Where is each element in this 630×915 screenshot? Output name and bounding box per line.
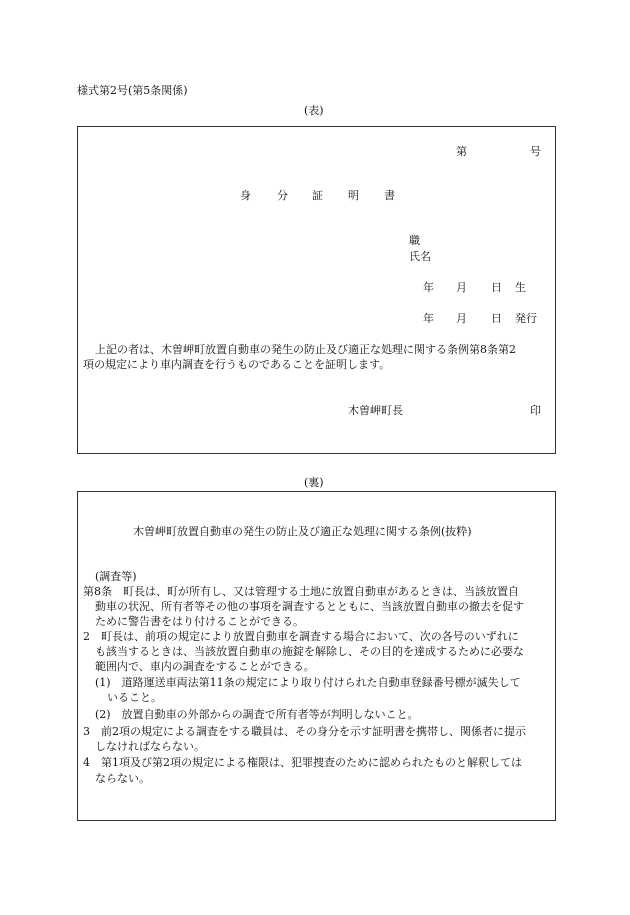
article-text-line: 第8条 町長は、町が所有し、又は管理する土地に放置自動車があるときは、当該放置自 [83,585,519,598]
ordinance-title: 木曽岬町放置自動車の発生の防止及び適正な処理に関する条例(抜粋) [133,525,472,538]
title-char: 分 [277,189,288,202]
number-prefix: 第 [456,145,467,158]
issuer: 木曽岬町長 [348,404,403,417]
form-label: 様式第2号(第5条関係) [77,84,188,97]
article-text-line: しなければならない。 [95,740,205,753]
dob-year: 年 [423,281,434,294]
article-text-line: ために警告書をはり付けることができる。 [95,615,304,628]
article-text-line: 2 町長は、前項の規定により放置自動車を調査する場合において、次の各号のいずれに [83,630,519,643]
title-char: 身 [240,189,251,202]
article-text-line: (1) 道路運送車両法第11条の規定により取り付けられた自動車登録番号標が滅失して [95,676,521,689]
name-label: 氏名 [409,250,431,263]
id-card-front [77,126,556,454]
article-text-line: 動車の状況、所有者等その他の事項を調査するとともに、当該放置自動車の撤去を促す [95,600,524,613]
certification-text-line: 上記の者は、木曽岬町放置自動車の発生の防止及び適正な処理に関する条例第8条第2 [95,343,516,356]
title-char: 書 [384,189,395,202]
article-caption: (調査等) [95,570,137,583]
article-text-line: ならない。 [95,772,150,785]
issue-suffix: 発行 [515,312,537,325]
title-char: 明 [348,189,359,202]
article-text-line: いること。 [107,691,162,704]
dob-month: 月 [456,281,467,294]
seal-mark: 印 [530,404,541,417]
number-suffix: 号 [530,145,541,158]
dob-suffix: 生 [515,281,526,294]
issue-day: 日 [491,312,502,325]
issue-year: 年 [423,312,434,325]
issue-month: 月 [456,312,467,325]
article-text-line: も該当するときは、当該放置自動車の施錠を解除し、その目的を達成するために必要な [95,645,524,658]
position-label: 職 [409,234,420,247]
article-text-line: (2) 放置自動車の外部からの調査で所有者等が判明しないこと。 [95,708,419,721]
article-text-line: 4 第1項及び第2項の規定による権限は、犯罪捜査のために認められたものと解釈しては [83,756,522,769]
dob-day: 日 [491,281,502,294]
front-label: (表) [304,104,324,117]
title-char: 証 [312,189,323,202]
back-label: (裏) [304,476,324,489]
article-text-line: 3 前2項の規定による調査をする職員は、その身分を示す証明書を携帯し、関係者に提示 [83,725,526,738]
certification-text-line: 項の規定により車内調査を行うものであることを証明します。 [83,358,391,371]
article-text-line: 範囲内で、車内の調査をすることができる。 [95,660,315,673]
